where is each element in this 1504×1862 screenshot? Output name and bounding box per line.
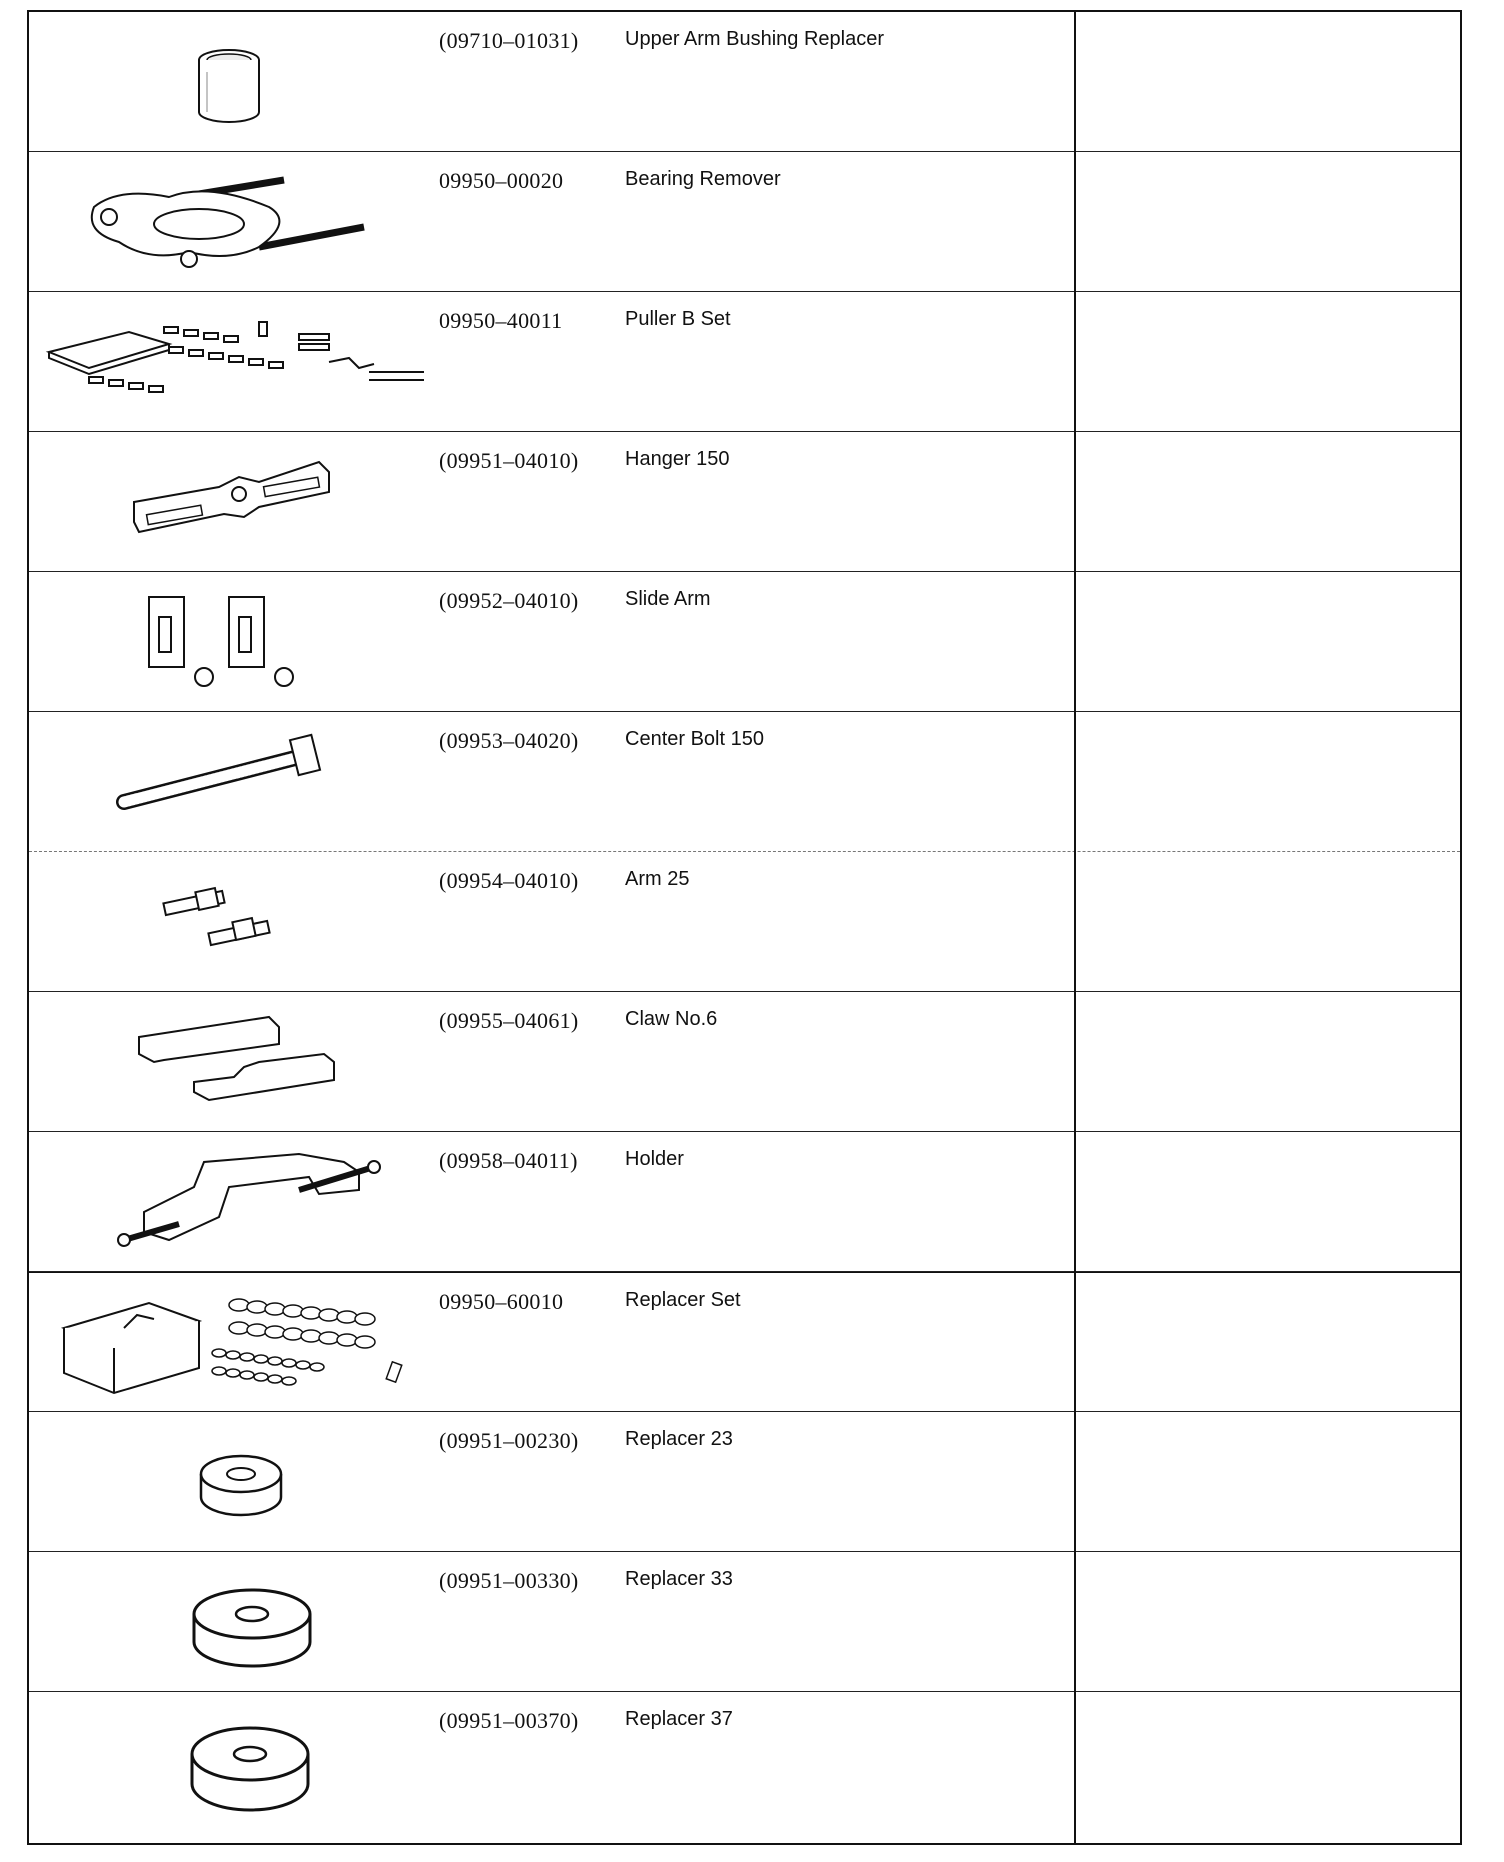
- tool-name: Replacer 23: [625, 1428, 733, 1450]
- tool-code: (09951–00330): [439, 1568, 579, 1593]
- tool-name: Slide Arm: [625, 588, 711, 610]
- table-row: [29, 292, 1460, 432]
- tool-code: 09950–60010: [439, 1289, 564, 1314]
- tool-name: Center Bolt 150: [625, 728, 764, 750]
- table-row: [29, 992, 1460, 1132]
- replacer-set-icon: [29, 1273, 429, 1413]
- bearing-remover-icon: [29, 152, 429, 292]
- tool-name: Upper Arm Bushing Replacer: [625, 28, 885, 50]
- tool-name: Puller B Set: [625, 308, 731, 330]
- tool-name: Hanger 150: [625, 448, 730, 470]
- tool-code: (09954–04010): [439, 868, 579, 893]
- table-row: [29, 1132, 1460, 1272]
- tool-name: Replacer 33: [625, 1568, 733, 1590]
- table-row: [29, 432, 1460, 572]
- replacer-ring-icon: [29, 1692, 429, 1832]
- table-row: [29, 12, 1460, 152]
- tool-code: (09955–04061): [439, 1008, 579, 1033]
- center-bolt-icon: [29, 712, 429, 852]
- table-row: [29, 152, 1460, 292]
- tool-code: (09951–00370): [439, 1708, 579, 1733]
- table-row: [29, 1272, 1460, 1412]
- replacer-ring-icon: [29, 1412, 429, 1552]
- tool-table: [27, 10, 1462, 1845]
- table-row: [29, 1412, 1460, 1552]
- tool-name: Arm 25: [625, 868, 690, 890]
- bushing-replacer-icon: [29, 12, 429, 152]
- puller-set-icon: [29, 292, 429, 432]
- tool-code: (09953–04020): [439, 728, 579, 753]
- tool-code: (09958–04011): [439, 1148, 578, 1173]
- table-row: [29, 852, 1460, 992]
- arm-icon: [29, 852, 429, 992]
- remarks-column-divider: [1074, 12, 1076, 1843]
- table-row: [29, 1692, 1460, 1845]
- tool-name: Claw No.6: [625, 1008, 718, 1030]
- table-row: [29, 712, 1460, 852]
- tool-name: Bearing Remover: [625, 168, 781, 190]
- tool-code: 09950–00020: [439, 168, 564, 193]
- tool-code: (09951–00230): [439, 1428, 579, 1453]
- tool-name: Replacer Set: [625, 1289, 741, 1311]
- table-row: [29, 1552, 1460, 1692]
- holder-icon: [29, 1132, 429, 1272]
- table-row: [29, 572, 1460, 712]
- replacer-ring-icon: [29, 1552, 429, 1692]
- slide-arm-icon: [29, 572, 429, 712]
- claw-icon: [29, 992, 429, 1132]
- tool-code: (09710–01031): [439, 28, 579, 53]
- hanger-icon: [29, 432, 429, 572]
- tool-code: (09952–04010): [439, 588, 579, 613]
- tool-code: (09951–04010): [439, 448, 579, 473]
- tool-name: Replacer 37: [625, 1708, 733, 1730]
- tool-name: Holder: [625, 1148, 684, 1170]
- tool-code: 09950–40011: [439, 308, 563, 333]
